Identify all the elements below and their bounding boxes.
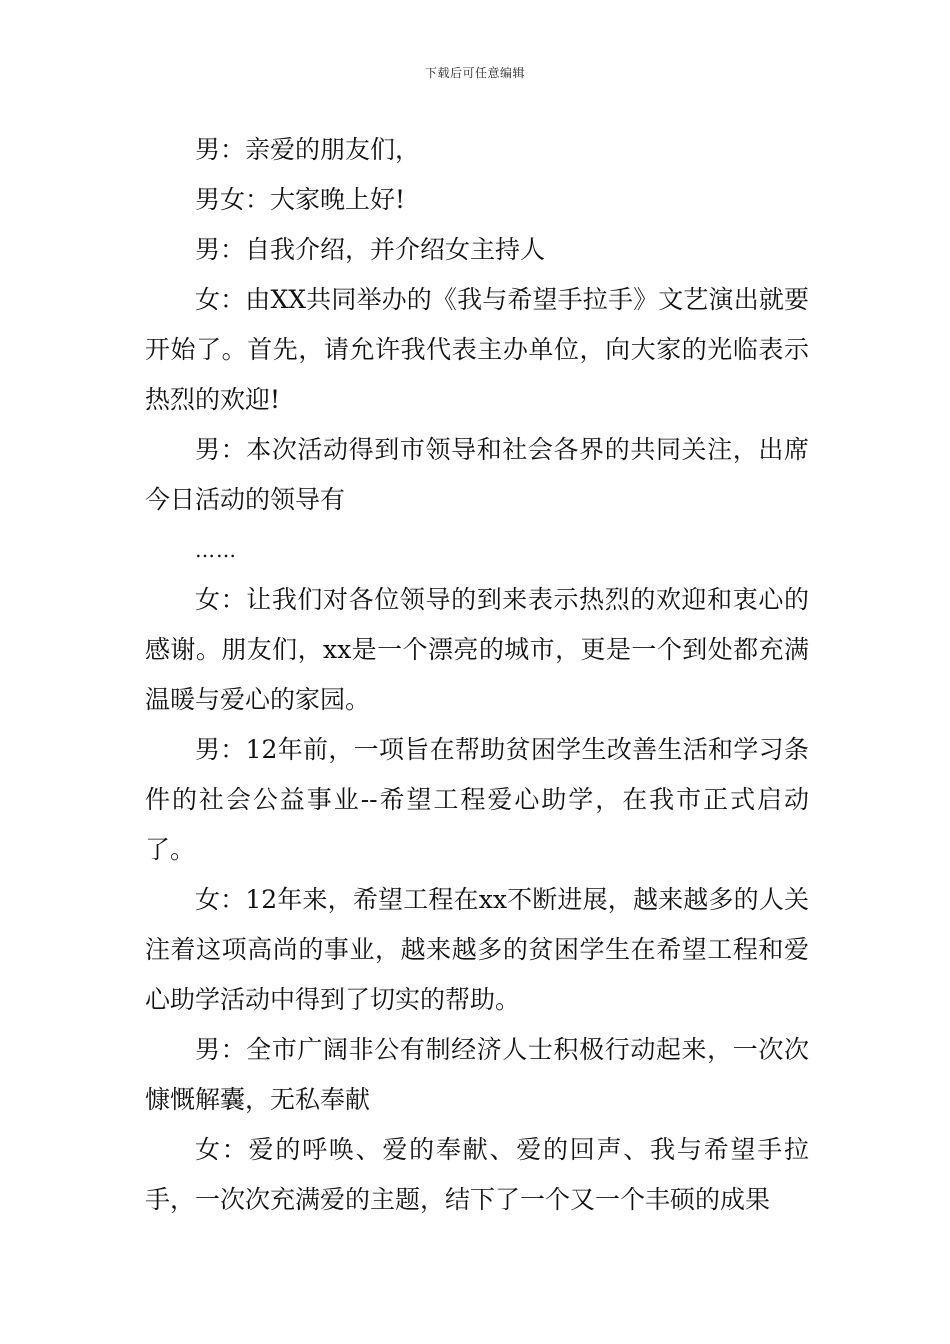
paragraph: 男：自我介绍，并介绍女主持人 — [195, 235, 546, 264]
paragraph: 男女：大家晚上好! — [195, 185, 406, 214]
paragraph: 女：爱的呼唤、爱的奉献、爱的回声、我与希望手拉手，一次次充满爱的主题，结下了一个又一个丰硕的成果 — [145, 1135, 809, 1214]
paragraph: 男：本次活动得到市领导和社会各界的共同关注，出席今日活动的领导有 — [145, 435, 809, 514]
paragraph: 男：亲爱的朋友们， — [195, 135, 421, 164]
paragraph: 男：12年前，一项旨在帮助贫困学生改善生活和学习条件的社会公益事业--希望工程爱心助学，在我市正式启动了。 — [145, 735, 809, 864]
page-header-note: 下载后可任意编辑 — [424, 66, 525, 80]
ellipsis-line: …… — [195, 538, 237, 562]
paragraph: 男：全市广阔非公有制经济人士积极行动起来，一次次慷慨解囊，无私奉献 — [145, 1035, 809, 1114]
paragraph: 女：让我们对各位领导的到来表示热烈的欢迎和衷心的感谢。朋友们，xx是一个漂亮的城市，更是一个到处都充满温暖与爱心的家园。 — [145, 585, 809, 714]
paragraph: 女：由XX共同举办的《我与希望手拉手》文艺演出就要开始了。首先，请允许我代表主办单位，向大家的光临表示热烈的欢迎! — [145, 285, 809, 414]
document-body — [145, 125, 809, 1225]
paragraph: 女：12年来，希望工程在xx不断进展，越来越多的人关注着这项高尚的事业，越来越多的贫困学生在希望工程和爱心助学活动中得到了切实的帮助。 — [145, 885, 809, 1014]
